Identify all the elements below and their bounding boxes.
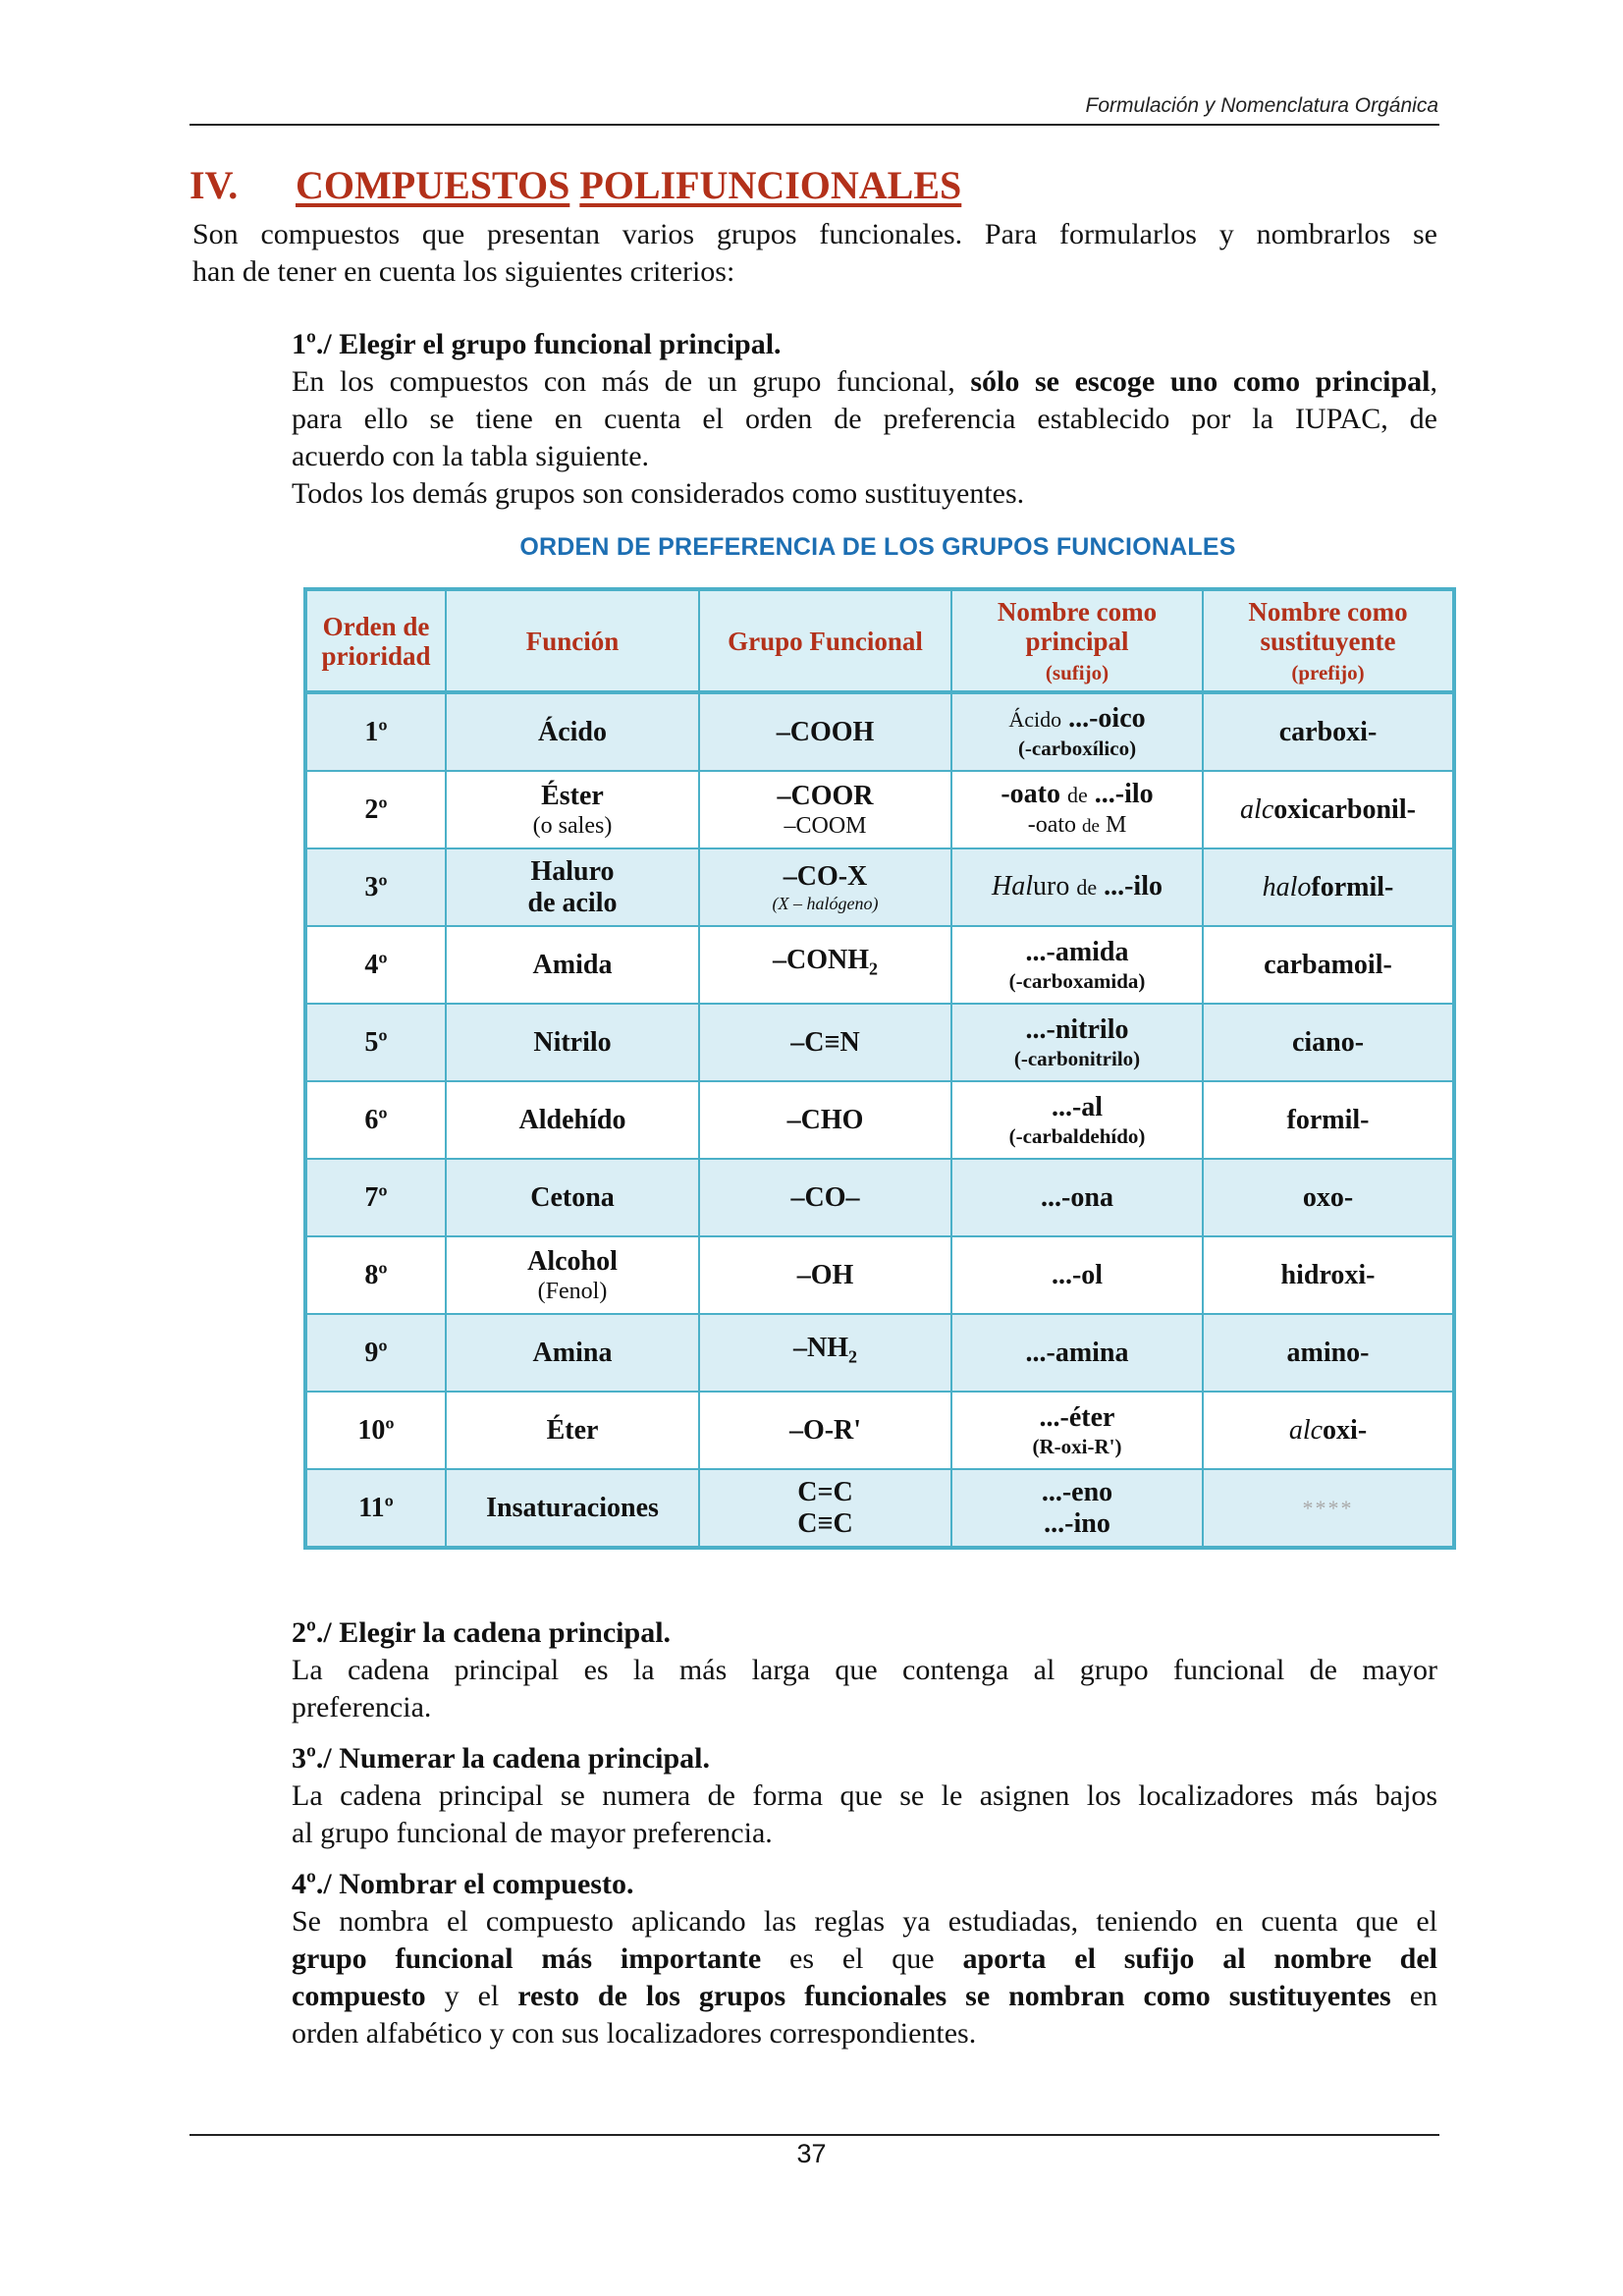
step4-paragraph (292, 1903, 1437, 2052)
cell-text: de (1076, 875, 1098, 900)
step4-text: y el (444, 1980, 500, 2012)
cell-text: alc (1288, 1414, 1324, 1446)
cell-text: halo (1262, 871, 1312, 902)
cell-text: Alcohol (527, 1245, 618, 1277)
cell-order: 4º (305, 926, 446, 1004)
cell-text: de (1067, 783, 1088, 807)
step1-line: para ello se tiene en cuenta el orden de preferencia establecido por la IUPAC, de (292, 403, 1437, 435)
header-text: (sufijo) (1045, 660, 1109, 684)
cell-group (699, 848, 951, 926)
cell-order: 2º (305, 771, 446, 848)
cell-principal (951, 1392, 1203, 1469)
cell-group: –O-R' (699, 1392, 951, 1469)
table-row (305, 1081, 1454, 1159)
cell-function: Nitrilo (446, 1004, 699, 1081)
cell-group (699, 1314, 951, 1392)
cell-text: de (1082, 816, 1100, 837)
cell-substituent: hidroxi- (1203, 1236, 1454, 1314)
step1-line (292, 363, 1437, 401)
cell-function: Amina (446, 1314, 699, 1392)
cell-text: oxicarbonil- (1273, 793, 1416, 825)
cell-text: –COOM (784, 812, 867, 839)
cell-function: Cetona (446, 1159, 699, 1236)
cell-principal (951, 1081, 1203, 1159)
cell-principal: ...-amina (951, 1314, 1203, 1392)
cell-order: 5º (305, 1004, 446, 1081)
step1-paragraph (292, 363, 1437, 513)
step1-text-b: , (1430, 365, 1437, 398)
step1-text-a: En los compuestos con más de un grupo funcional, (292, 365, 955, 398)
cell-substituent (1203, 1469, 1454, 1548)
cell-text: Hal (992, 871, 1033, 902)
cell-function: Insaturaciones (446, 1469, 699, 1548)
intro-paragraph (192, 216, 1437, 291)
cell-text: C≡C (797, 1507, 853, 1539)
step4-bold: resto de los grupos funcionales se nombran como sustituyentes (517, 1980, 1391, 2012)
intro-line: han de tener en cuenta los siguientes criterios: (192, 255, 735, 288)
cell-text: (Fenol) (537, 1278, 608, 1304)
cell-substituent: carboxi- (1203, 692, 1454, 771)
step1-text-bold: sólo se escoge uno como principal (970, 365, 1431, 398)
cell-text: -oato (1001, 779, 1060, 809)
step4-text: en (1409, 1980, 1438, 2012)
header-substituent (1203, 589, 1454, 692)
cell-principal (951, 848, 1203, 926)
step4-bold: grupo funcional más importante (292, 1942, 762, 1975)
table-row (305, 848, 1454, 926)
step4-heading: 4º./ Nombrar el compuesto. (292, 1868, 634, 1900)
section-title-word2: POLIFUNCIONALES (579, 163, 962, 207)
cell-group (699, 1469, 951, 1548)
section-title-word1: COMPUESTOS (296, 163, 570, 207)
cell-text: ...-ino (1044, 1507, 1110, 1539)
cell-text: uro (1033, 871, 1070, 902)
cell-substituent (1203, 848, 1454, 926)
table-row (305, 1159, 1454, 1236)
cell-text: ...-ilo (1094, 779, 1154, 809)
cell-text: (o sales) (532, 812, 613, 839)
table-row (305, 926, 1454, 1004)
cell-principal: ...-ona (951, 1159, 1203, 1236)
cell-function (446, 848, 699, 926)
table-row (305, 1004, 1454, 1081)
cell-text: formil- (1311, 871, 1394, 902)
cell-order: 6º (305, 1081, 446, 1159)
cell-function: Aldehído (446, 1081, 699, 1159)
step4-text: es el que (789, 1942, 935, 1975)
cell-text: Éster (541, 780, 604, 811)
cell-function (446, 1236, 699, 1314)
cell-subscript: 2 (869, 958, 878, 979)
cell-text: ...-nitrilo (1025, 1013, 1129, 1045)
cell-text: –NH (793, 1333, 848, 1364)
cell-group: –CO– (699, 1159, 951, 1236)
cell-principal (951, 771, 1203, 848)
step2-paragraph (292, 1652, 1437, 1726)
cell-order: 8º (305, 1236, 446, 1314)
header-principal (951, 589, 1203, 692)
cell-text: oxi- (1323, 1414, 1368, 1446)
header-text: prioridad (321, 640, 431, 671)
table-row (305, 1236, 1454, 1314)
table-row (305, 1469, 1454, 1548)
cell-principal (951, 926, 1203, 1004)
cell-text: –COOR (777, 780, 874, 811)
table-row (305, 771, 1454, 848)
cell-text: alc (1240, 793, 1274, 825)
cell-text: -oato (1027, 812, 1077, 838)
cell-order: 11º (305, 1469, 446, 1548)
cell-substituent (1203, 1392, 1454, 1469)
cell-order: 1º (305, 692, 446, 771)
cell-function: Amida (446, 926, 699, 1004)
section-title (189, 162, 961, 208)
step3-paragraph (292, 1777, 1437, 1852)
cell-substituent (1203, 771, 1454, 848)
step4-line: Se nombra el compuesto aplicando las reglas ya estudiadas, teniendo en cuenta que el (292, 1905, 1437, 1938)
step1-line: acuerdo con la tabla siguiente. (292, 440, 650, 472)
table-row (305, 1314, 1454, 1392)
cell-text: –CO-X (783, 860, 868, 892)
header-text: Nombre como (997, 596, 1158, 627)
step4-line (292, 1941, 1437, 1978)
cell-substituent: oxo- (1203, 1159, 1454, 1236)
step4-line (292, 1978, 1437, 2015)
cell-text: C=C (797, 1476, 853, 1507)
intro-line: Son compuestos que presentan varios grupos funcionales. Para formularlos y nombrarlos se (192, 218, 1437, 250)
cell-order: 9º (305, 1314, 446, 1392)
header-text: (prefijo) (1291, 660, 1365, 684)
cell-group: –OH (699, 1236, 951, 1314)
cell-substituent: formil- (1203, 1081, 1454, 1159)
header-function: Función (446, 589, 699, 692)
running-header: Formulación y Nomenclatura Orgánica (1085, 94, 1438, 117)
header-text: principal (1025, 626, 1129, 656)
step1-line: Todos los demás grupos son considerados como sustituyentes. (292, 477, 1025, 510)
cell-substituent: ciano- (1203, 1004, 1454, 1081)
cell-text: Haluro (530, 855, 615, 887)
cell-text: ...-éter (1039, 1401, 1115, 1433)
header-group: Grupo Funcional (699, 589, 951, 692)
cell-text: Ácido (1008, 707, 1062, 732)
cell-text: (-carboxamida) (1008, 968, 1146, 993)
cell-text: –CONH (773, 945, 869, 976)
cell-order: 3º (305, 848, 446, 926)
cell-group: –C≡N (699, 1004, 951, 1081)
cell-text: (-carbaldehído) (1008, 1123, 1146, 1148)
step3-line: La cadena principal se numera de forma que se le asignen los localizadores más bajos (292, 1779, 1437, 1812)
cell-principal (951, 692, 1203, 771)
header-text: Orden de (322, 611, 430, 641)
cell-group (699, 926, 951, 1004)
cell-text: ...-oico (1068, 703, 1146, 734)
cell-text: ...-amida (1025, 936, 1129, 967)
step3-heading: 3º./ Numerar la cadena principal. (292, 1742, 711, 1775)
step2-line: preferencia. (292, 1691, 432, 1723)
header-text: Nombre como (1248, 596, 1408, 627)
header-text: sustituyente (1260, 626, 1396, 656)
header-order (305, 589, 446, 692)
cell-text: ...-al (1051, 1091, 1104, 1122)
step2-line: La cadena principal es la más larga que contenga al grupo funcional de mayor (292, 1654, 1437, 1686)
cell-group: –COOH (699, 692, 951, 771)
step1-heading: 1º./ Elegir el grupo funcional principal. (292, 328, 782, 360)
cell-function: Éter (446, 1392, 699, 1469)
cell-text: **** (1302, 1496, 1354, 1520)
step4-bold: compuesto (292, 1980, 426, 2012)
table-header-row (305, 589, 1454, 692)
cell-text: (-carboxílico) (1017, 737, 1137, 760)
cell-text: (X – halógeno) (772, 893, 879, 913)
cell-text: de acilo (527, 887, 618, 918)
cell-function (446, 771, 699, 848)
cell-group: –CHO (699, 1081, 951, 1159)
step3-line: al grupo funcional de mayor preferencia. (292, 1817, 773, 1849)
cell-text: ...-ilo (1104, 871, 1163, 902)
cell-principal (951, 1004, 1203, 1081)
table-title: ORDEN DE PREFERENCIA DE LOS GRUPOS FUNCIONALES (519, 533, 1236, 561)
cell-function: Ácido (446, 692, 699, 771)
cell-text: (R-oxi-R') (1032, 1434, 1122, 1458)
table-row (305, 1392, 1454, 1469)
cell-text: M (1105, 812, 1127, 838)
cell-text: ...-eno (1041, 1476, 1113, 1507)
cell-substituent: carbamoil- (1203, 926, 1454, 1004)
cell-text: (-carbonitrilo) (1013, 1046, 1141, 1070)
cell-group (699, 771, 951, 848)
table-row (305, 692, 1454, 771)
cell-principal (951, 1469, 1203, 1548)
footer-rule (189, 2134, 1439, 2136)
cell-subscript: 2 (848, 1346, 857, 1367)
section-number: IV. (189, 163, 239, 207)
cell-order: 10º (305, 1392, 446, 1469)
preference-table (303, 587, 1456, 1550)
cell-principal: ...-ol (951, 1236, 1203, 1314)
step4-bold: aporta el sufijo al nombre del (962, 1942, 1437, 1975)
header-rule (189, 124, 1439, 126)
step2-heading: 2º./ Elegir la cadena principal. (292, 1616, 672, 1649)
step4-line: orden alfabético y con sus localizadores correspondientes. (292, 2017, 977, 2050)
page-number: 37 (796, 2139, 827, 2168)
cell-substituent: amino- (1203, 1314, 1454, 1392)
cell-order: 7º (305, 1159, 446, 1236)
